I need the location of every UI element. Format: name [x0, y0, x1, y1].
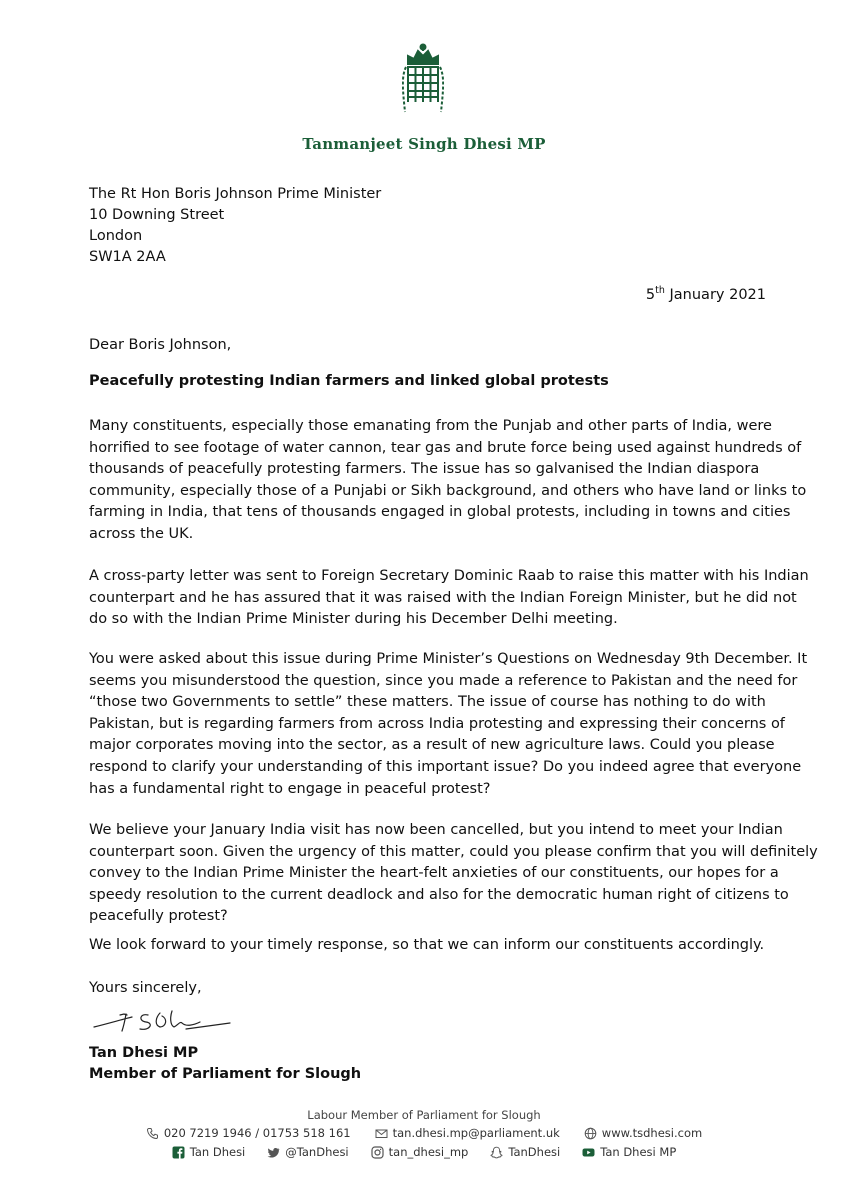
paragraph-line: community, especially those of a Punjabi or Sikh background, and others who have land or links to: [89, 482, 807, 499]
paragraph-line: convey to the Indian Prime Minister the heart-felt anxieties of our constituents, our hopes for a: [89, 865, 779, 882]
youtube-icon: [582, 1146, 595, 1159]
footer-social-row: [0, 1145, 848, 1159]
body-paragraph-3: [89, 649, 808, 800]
footer-facebook[interactable]: [172, 1145, 246, 1159]
footer-contact-row: [0, 1126, 848, 1140]
instagram-label[interactable]: tan_dhesi_mp: [388, 1145, 469, 1159]
paragraph-line: speedy resolution to the current deadlock and also for the democratic human right of citizens to: [89, 886, 789, 903]
snapchat-icon: [490, 1146, 503, 1159]
paragraph-line: thousands of peacefully protesting farmers. The issue has so galvanised the Indian diaspora: [89, 461, 760, 478]
signer-name: Tan Dhesi MP: [89, 1045, 199, 1061]
footer-phone: [146, 1126, 351, 1140]
twitter-label[interactable]: @TanDhesi: [285, 1145, 349, 1159]
paragraph-line: seems you misunderstood the question, since you made a reference to Pakistan and the need for: [89, 672, 798, 689]
date-day: 5: [645, 287, 656, 303]
phone-icon: [146, 1127, 159, 1140]
address-line: London: [89, 228, 143, 244]
paragraph-line: You were asked about this issue during Prime Minister’s Questions on Wednesday 9th December. It: [89, 651, 808, 667]
date-month-year: January 2021: [664, 287, 766, 303]
body-paragraph-1: [89, 416, 807, 546]
body-paragraph-4: [89, 820, 818, 928]
address-line: SW1A 2AA: [89, 249, 166, 265]
phone-text: 020 7219 1946 / 01753 518 161: [163, 1126, 351, 1140]
portcullis-icon: [402, 42, 444, 118]
instagram-icon: [371, 1146, 384, 1159]
facebook-icon: [172, 1146, 185, 1159]
paragraph-line: Many constituents, especially those emanating from the Punjab and other parts of India, were: [89, 418, 772, 434]
paragraph-line: horrified to see footage of water cannon, tear gas and brute force being used against hundreds of: [89, 439, 802, 456]
paragraph-line: counterpart soon. Given the urgency of this matter, could you please confirm that you will definitely: [89, 843, 818, 860]
address-line: The Rt Hon Boris Johnson Prime Minister: [89, 186, 382, 202]
youtube-label[interactable]: Tan Dhesi MP: [600, 1145, 677, 1159]
footer-youtube[interactable]: [582, 1145, 676, 1159]
paragraph-line: across the UK.: [89, 525, 194, 542]
signer-title: Member of Parliament for Slough: [89, 1066, 362, 1082]
paragraph-line: peacefully protest?: [89, 908, 228, 925]
paragraph-line: We look forward to your timely response, so that we can inform our constituents accordingly.: [89, 937, 765, 953]
footer-instagram[interactable]: [371, 1145, 469, 1159]
email-link[interactable]: tan.dhesi.mp@parliament.uk: [392, 1126, 560, 1140]
handwritten-signature: [90, 1005, 235, 1039]
paragraph-line: do so with the Indian Prime Minister during his December Delhi meeting.: [89, 611, 618, 628]
paragraph-line: We believe your January India visit has now been cancelled, but you intend to meet your Indian: [89, 822, 783, 838]
closing-line: Yours sincerely,: [89, 980, 202, 996]
paragraph-line: counterpart and he has assured that it was raised with the Indian Foreign Minister, but he did not: [89, 589, 797, 606]
salutation: Dear Boris Johnson,: [89, 337, 232, 353]
mp-name-heading: Tanmanjeet Singh Dhesi MP: [302, 135, 546, 153]
paragraph-line: has a fundamental right to engage in peaceful protest?: [89, 780, 491, 797]
footer-website[interactable]: [584, 1126, 702, 1140]
paragraph-line: farming in India, that tens of thousands engaged in global protests, including in towns and cities: [89, 504, 791, 521]
footer-title: Labour Member of Parliament for Slough: [307, 1108, 541, 1122]
facebook-label[interactable]: Tan Dhesi: [189, 1145, 246, 1159]
footer-email[interactable]: [375, 1126, 560, 1140]
website-link[interactable]: www.tsdhesi.com: [601, 1126, 703, 1140]
paragraph-line: respond to clarify your understanding of this important issue? Do you indeed agree that everyone: [89, 758, 802, 775]
paragraph-line: major corporates moving into the sector, as a result of new agriculture laws. Could you please: [89, 737, 775, 754]
envelope-icon: [375, 1127, 388, 1140]
body-paragraph-2: [89, 566, 809, 631]
subject-heading: Peacefully protesting Indian farmers and linked global protests: [89, 373, 609, 389]
signer-block: [89, 1043, 361, 1085]
paragraph-line: A cross-party letter was sent to Foreign Secretary Dominic Raab to raise this matter with his Indian: [89, 568, 809, 584]
body-paragraph-5: [89, 935, 779, 957]
paragraph-line: Pakistan, but is regarding farmers from across India protesting and expressing their concerns of: [89, 715, 785, 732]
footer-twitter[interactable]: [267, 1145, 348, 1159]
paragraph-line: “those two Governments to settle” these matters. The issue of course has nothing to do with: [89, 694, 766, 711]
globe-icon: [584, 1127, 597, 1140]
address-line: 10 Downing Street: [89, 207, 225, 223]
footer-snapchat[interactable]: [490, 1145, 560, 1159]
letter-date: [646, 287, 766, 303]
recipient-address: [89, 184, 381, 268]
twitter-icon: [267, 1146, 280, 1159]
date-suffix: th: [655, 285, 665, 297]
snapchat-label[interactable]: TanDhesi: [508, 1145, 561, 1159]
